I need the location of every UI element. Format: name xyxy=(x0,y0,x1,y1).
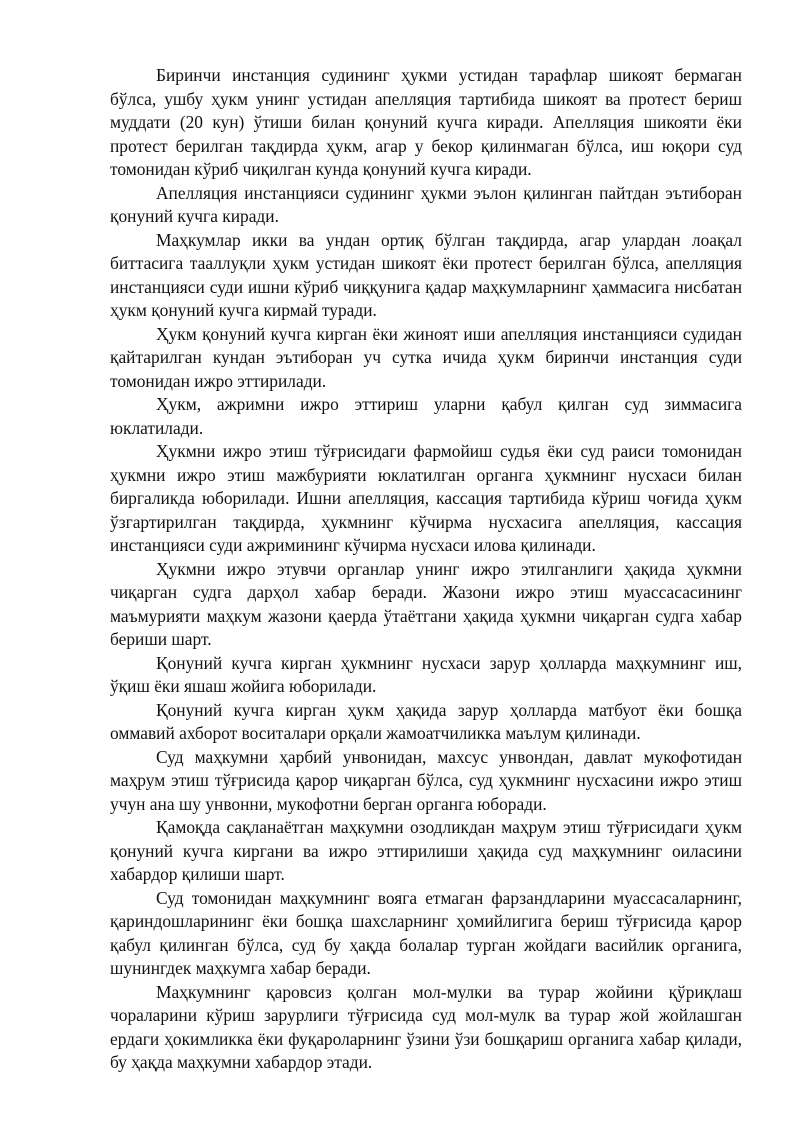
paragraph-13: Маҳкумнинг қаровсиз қолган мол-мулки ва турар жойини қўриқлаш чораларини кўриш зарурлиги тўғрисида суд мол-мулк ва турар жой жойлашган ердаги ҳокимликка ёки фуқароларнинг ўзини ўзи бошқариш органига хабар қилади, бу ҳақда маҳкумни хабардор этади. xyxy=(110,981,742,1072)
paragraph-12: Суд томонидан маҳкумнинг вояга етмаган фарзандларини муассасаларнинг, қариндошларининг ёки бошқа шахсларнинг ҳомийлигига бериш тўғрисида қарор қабул қилинган бўлса, суд бу ҳақда болалар турган жойдаги васийлик органига, шунингдек маҳкумга хабар беради. xyxy=(110,887,742,978)
paragraph-7: Ҳукмни ижро этувчи органлар унинг ижро этилганлиги ҳақида ҳукмни чиқарган судга дарҳол хабар беради. Жазони ижро этиш муассасасининг маъмурияти маҳкум жазони қаерда ўтаётгани ҳақида ҳукмни чиқарган судга хабар бериши шарт. xyxy=(110,558,742,649)
paragraph-11: Қамоқда сақланаётган маҳкумни озодликдан маҳрум этиш тўғрисидаги ҳукм қонуний кучга киргани ва ижро эттирилиши ҳақида суд маҳкумнинг оиласини хабардор қилиши шарт. xyxy=(110,817,742,884)
document-page xyxy=(110,64,742,1075)
paragraph-5: Ҳукм, ажримни ижро эттириш уларни қабул қилган суд зиммасига юклатилади. xyxy=(110,394,742,438)
paragraph-8: Қонуний кучга кирган ҳукмнинг нусхаси зарур ҳолларда маҳкумнинг иш, ўқиш ёки яшаш жойига юборилади. xyxy=(110,652,742,696)
paragraph-4: Ҳукм қонуний кучга кирган ёки жиноят иши апелляция инстанцияси судидан қайтарилган кундан эътиборан уч сутка ичида ҳукм биринчи инстанция суди томонидан ижро эттирилади. xyxy=(110,323,742,391)
paragraph-6: Ҳукмни ижро этиш тўғрисидаги фармойиш судья ёки суд раиси томонидан ҳукмни ижро этиш мажбурияти юклатилган органга ҳукмнинг нусхаси билан биргаликда юборилади. Ишни апелляция, кассация тартибида кўриш чоғида ҳукм ўзгартирилган тақдирда, ҳукмнинг кўчирма нусхасига апелляция, кассация инстанцияси суди ажримининг кўчирма нусхаси илова қилинади. xyxy=(110,441,742,555)
paragraph-3: Маҳкумлар икки ва ундан ортиқ бўлган тақдирда, агар улардан лоақал биттасига тааллуқли ҳукм устидан шикоят ёки протест берилган бўлса, апелляция инстанцияси суди ишни кўриб чиққунига қадар маҳкумларнинг ҳаммасига нисбатан ҳукм қонуний кучга кирмай туради. xyxy=(110,229,742,320)
paragraph-9: Қонуний кучга кирган ҳукм ҳақида зарур ҳолларда матбуот ёки бошқа оммавий ахборот воситалари орқали жамоатчиликка маълум қилинади. xyxy=(110,699,742,743)
paragraph-10: Суд маҳкумни ҳарбий унвонидан, махсус унвондан, давлат мукофотидан маҳрум этиш тўғрисида қарор чиқарган бўлса, суд ҳукмнинг нусхасини ижро этиш учун ана шу унвонни, мукофотни берган органга юборади. xyxy=(110,746,742,814)
paragraph-2: Апелляция инстанцияси судининг ҳукми эълон қилинган пайтдан эътиборан қонуний кучга киради. xyxy=(110,182,742,226)
paragraph-1: Биринчи инстанция судининг ҳукми устидан тарафлар шикоят бермаган бўлса, ушбу ҳукм унинг устидан апелляция тартибида шикоят ва протест бериш муддати (20 кун) ўтиши билан қонуний кучга киради. Апелляция шикояти ёки протест берилган тақдирда ҳукм, агар у бекор қилинмаган бўлса, иш юқори суд томонидан кўриб чиқилган кунда қонуний кучга киради. xyxy=(110,65,742,179)
